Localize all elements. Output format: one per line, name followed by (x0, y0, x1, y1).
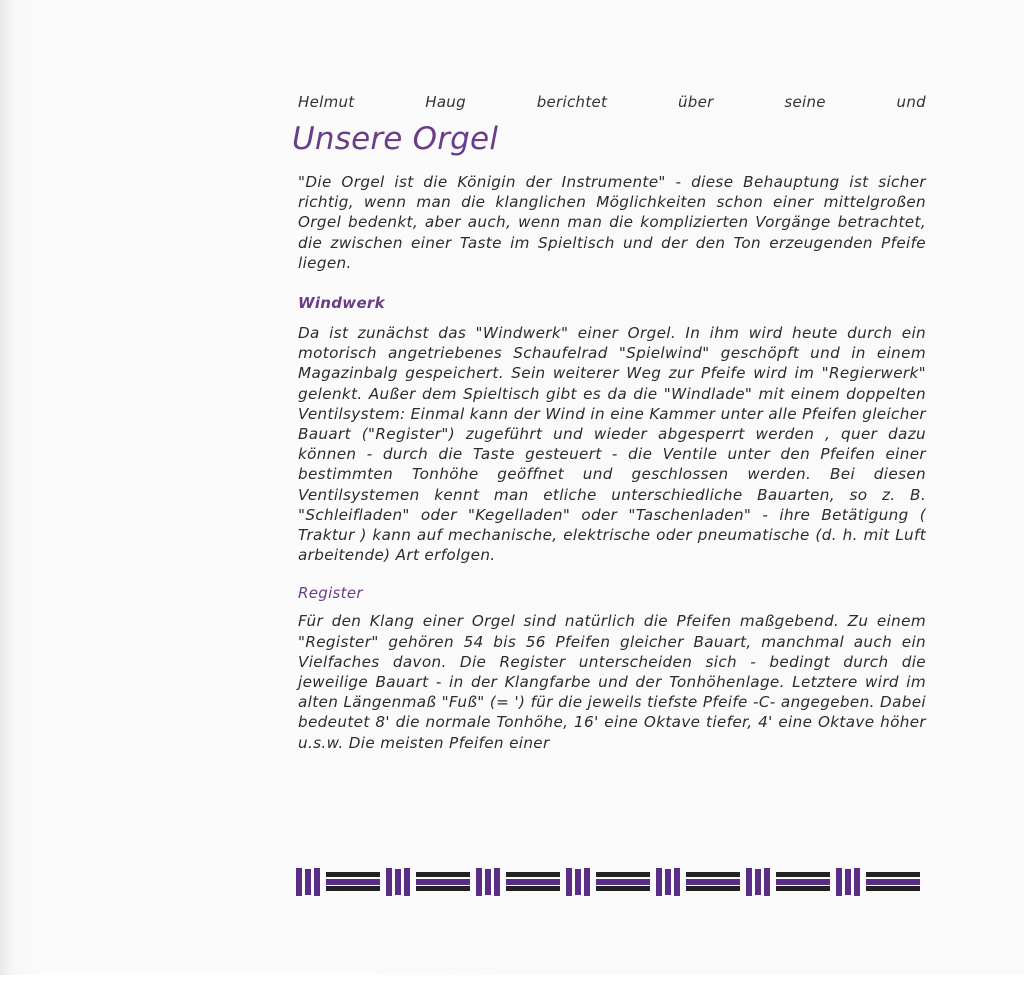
organ-pipes-ornament-icon (294, 864, 938, 900)
byline-word: und (896, 93, 926, 111)
byline-word: Haug (425, 93, 466, 111)
section-heading-register: Register (298, 584, 363, 603)
ornament-pipe (764, 868, 770, 896)
ornament-pipe (314, 868, 320, 896)
ornament-pipe (674, 868, 680, 896)
ornament-pipe (485, 869, 491, 895)
page-bottom-edge (0, 975, 1024, 989)
ornament-pipe (746, 868, 752, 896)
ornament-pipe (494, 868, 500, 896)
ornament-pipe (656, 868, 662, 896)
ornament-bar (686, 886, 740, 891)
ornament-bar (596, 872, 650, 877)
ornament-pipe (296, 868, 302, 896)
byline-word: berichtet (536, 93, 608, 111)
byline-word: über (677, 93, 714, 111)
ornament-pipe (566, 868, 572, 896)
ornament-bar (416, 886, 470, 891)
ornament-bar (776, 872, 830, 877)
ornament-pipe (845, 869, 851, 895)
ornament-bar (866, 872, 920, 877)
ornament-bar (326, 872, 380, 877)
ornament-bar (866, 879, 920, 885)
ornament-bar (326, 879, 380, 885)
ornament-pipe (584, 868, 590, 896)
ornament-pipe (476, 868, 482, 896)
ornament-bar (866, 886, 920, 891)
ornament-bar (326, 886, 380, 891)
ornament-pipe (386, 868, 392, 896)
section-paragraph-windwerk: Da ist zunächst das "Windwerk" einer Orgel. In ihm wird heute durch ein motorisch angetriebenes Schaufelrad "Spielwind" geschöpft und in einem Magazinbalg gespeichert. Sein weiterer Weg zur Pfeife wird im "Regierwerk" gelenkt. Außer dem Spieltisch gibt es da die "Windlade" mit einem doppelten Ventilsystem: Einmal kann der Wind in eine Kammer unter alle Pfeifen gleicher Bauart ("Register") zugeführt und wieder abgesperrt werden , quer dazu können - durch die Taste gesteuert - die Ventile unter den Pfeifen einer bestimmten Tonhöhe geöffnet und geschlossen werden. Bei diesen Ventilsystemen kennt man etliche unterschiedliche Bauarten, so z. B. "Schleifladen" oder "Kegelladen" oder "Taschenladen" - ihre Betätigung ( Traktur ) kann auf mechanische, elektrische oder pneumatische (d. h. mit Luft arbeitende) Art erfolgen. (298, 324, 926, 565)
ornament-bar (416, 872, 470, 877)
ornament-pipe (854, 868, 860, 896)
ornament-bar (776, 886, 830, 891)
ornament-bar (686, 872, 740, 877)
section-heading-windwerk: Windwerk (298, 294, 385, 313)
ornament-bar (596, 886, 650, 891)
intro-paragraph: "Die Orgel ist die Königin der Instrumente" - diese Behauptung ist sicher richtig, wenn man die klanglichen Möglichkeiten schon einer mittelgroßen Orgel bedenkt, aber auch, wenn man die komplizierten Vorgänge betrachtet, die zwischen einer Taste im Spieltisch und der den Ton erzeugenden Pfeife liegen. (298, 173, 926, 272)
article (292, 90, 926, 753)
ornament-pipe (665, 869, 671, 895)
ornament-bar (416, 879, 470, 885)
ornament-bar (686, 879, 740, 885)
byline-word: Helmut (298, 93, 355, 111)
ornament-pipe (755, 869, 761, 895)
byline-word: seine (784, 93, 826, 111)
byline (298, 90, 926, 114)
ornament-pipe (575, 869, 581, 895)
article-title: Unsere Orgel (292, 121, 499, 157)
ornament-bar (596, 879, 650, 885)
ornament-bar (506, 886, 560, 891)
section-paragraph-register: Für den Klang einer Orgel sind natürlich die Pfeifen maßgebend. Zu einem "Register" gehören 54 bis 56 Pfeifen gleicher Bauart, manchmal auch ein Vielfaches davon. Die Register unterscheiden sich - bedingt durch die jeweilige Bauart - in der Klangfarbe und der Tonhöhenlage. Letztere wird im alten Längenmaß "Fuß" (= ') für die jeweils tiefste Pfeife -C- angegeben. Dabei bedeutet 8' die normale Tonhöhe, 16' eine Oktave tiefer, 4' eine Oktave höher u.s.w. Die meisten Pfeifen einer (298, 612, 926, 752)
ornament-pipe (836, 868, 842, 896)
ornament-bar (776, 879, 830, 885)
ornament-bar (506, 872, 560, 877)
ornament-pipe (305, 869, 311, 895)
ornament-bar (506, 879, 560, 885)
ornament-pipe (404, 868, 410, 896)
ornament-pipe (395, 869, 401, 895)
